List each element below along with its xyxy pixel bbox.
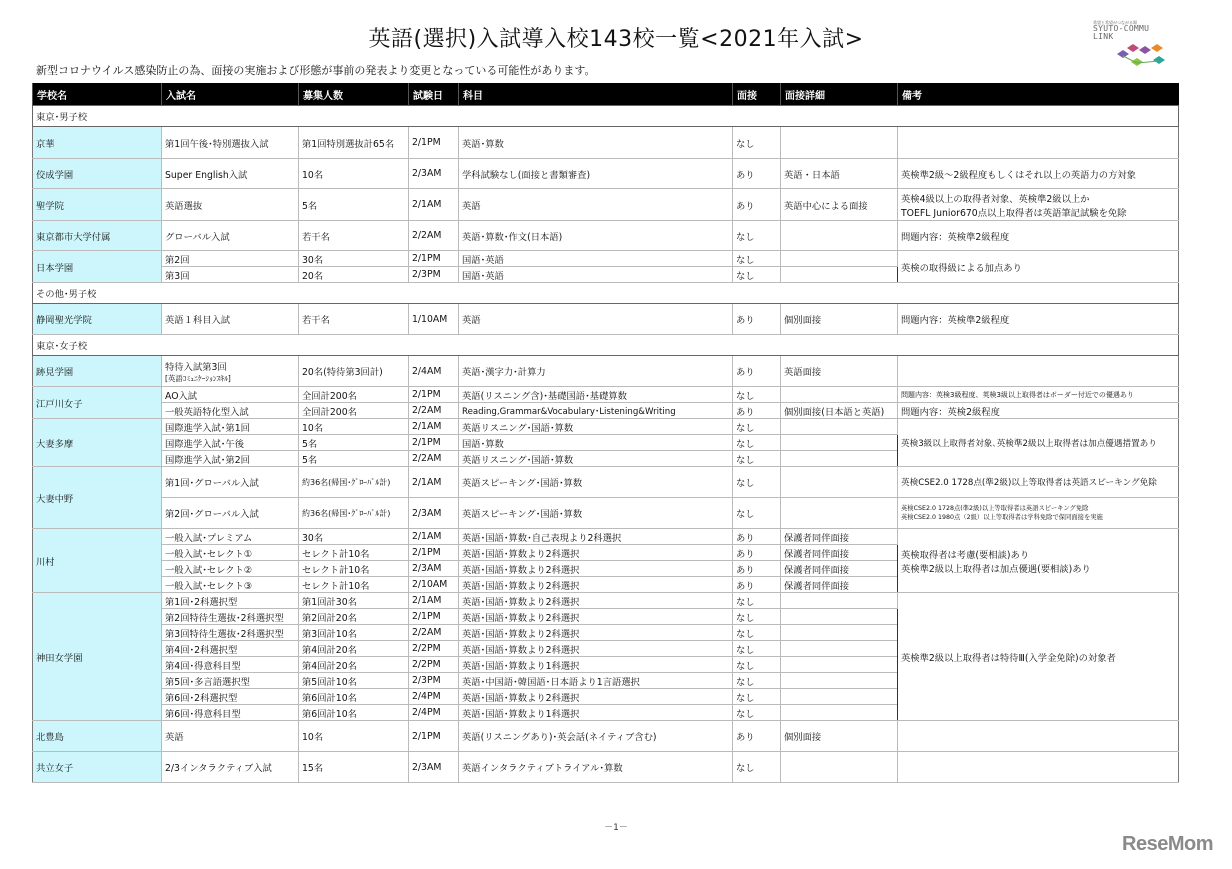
table-row — [33, 593, 1179, 609]
interview-detail — [781, 251, 898, 267]
table-row — [33, 304, 1179, 335]
subjects: 英語スピーキング･国語･算数 — [459, 467, 733, 498]
exam-date: 2/1AM — [409, 593, 459, 609]
exam-date: 2/1PM — [409, 127, 459, 159]
col-header-subjects: 科目 — [459, 83, 733, 106]
school-name: 静岡聖光学院 — [33, 304, 162, 335]
interview-detail — [781, 467, 898, 498]
col-header-exam: 入試名 — [162, 83, 299, 106]
exam-date: 2/2AM — [409, 451, 459, 467]
exam-name: 第6回･2科選択型 — [162, 689, 299, 705]
capacity: 全回計200名 — [299, 403, 409, 419]
logo-name-line1: SYUTO-COMMU — [1093, 24, 1150, 33]
capacity: 15名 — [299, 752, 409, 783]
interview: なし — [733, 593, 781, 609]
interview: あり — [733, 304, 781, 335]
table-row — [33, 387, 1179, 403]
exam-name: 英語 — [162, 721, 299, 752]
exam-name-line: 特待入試第3回 — [165, 361, 227, 373]
interview-detail — [781, 419, 898, 435]
exam-date: 2/1AM — [409, 419, 459, 435]
exam-name: 国際進学入試･第1回 — [162, 419, 299, 435]
logo-name-line2: LINK — [1093, 32, 1114, 41]
exam-name: グローバル入試 — [162, 221, 299, 251]
interview-detail — [781, 435, 898, 451]
subjects: 国語･英語 — [459, 251, 733, 267]
interview-detail: 個別面接(日本語と英語) — [781, 403, 898, 419]
subjects: 英語･中国語･韓国語･日本語より1言語選択 — [459, 673, 733, 689]
table-row — [33, 529, 1179, 545]
schools-table — [32, 83, 1179, 783]
exam-name: 第3回 — [162, 267, 299, 283]
interview: なし — [733, 251, 781, 267]
interview-detail: 保護者同伴面接 — [781, 561, 898, 577]
col-header-interview: 面接 — [733, 83, 781, 106]
exam-date: 2/1PM — [409, 251, 459, 267]
capacity: セレクト計10名 — [299, 561, 409, 577]
logo-cubes-icon — [1113, 42, 1169, 70]
interview: なし — [733, 435, 781, 451]
subjects: 英語(リスニング含)･基礎国語･基礎算数 — [459, 387, 733, 403]
capacity: 第4回計20名 — [299, 641, 409, 657]
interview-detail — [781, 705, 898, 721]
exam-name: 第4回･2科選択型 — [162, 641, 299, 657]
subjects: 英語･算数 — [459, 127, 733, 159]
capacity: 第6回計10名 — [299, 705, 409, 721]
exam-date: 2/1PM — [409, 387, 459, 403]
capacity: 5名 — [299, 451, 409, 467]
exam-name: 一般入試･セレクト③ — [162, 577, 299, 593]
note: 英検準2級以上取得者は特待Ⅲ(入学金免除)の対象者 — [898, 593, 1179, 721]
interview: なし — [733, 419, 781, 435]
document-title: 英語(選択)入試導入校143校一覧<2021年入試> — [368, 27, 864, 52]
group-row — [33, 106, 1179, 127]
note-line: TOEFL Junior670点以上取得者は英語筆記試験を免除 — [901, 207, 1127, 219]
capacity: 5名 — [299, 435, 409, 451]
capacity: 第4回計20名 — [299, 657, 409, 673]
school-name: 神田女学園 — [33, 593, 162, 721]
table-row — [33, 221, 1179, 251]
interview: なし — [733, 705, 781, 721]
exam-name: 一般入試･セレクト② — [162, 561, 299, 577]
interview: なし — [733, 752, 781, 783]
note — [898, 752, 1179, 783]
subjects: 英語･漢字力･計算力 — [459, 356, 733, 387]
interview-detail: 英語中心による面接 — [781, 189, 898, 221]
exam-name: 第2回 — [162, 251, 299, 267]
school-name: 東京都市大学付属 — [33, 221, 162, 251]
interview-detail: 保護者同伴面接 — [781, 529, 898, 545]
interview-detail — [781, 387, 898, 403]
interview: なし — [733, 221, 781, 251]
interview-detail — [781, 127, 898, 159]
interview-detail — [781, 221, 898, 251]
exam-date: 2/1PM — [409, 435, 459, 451]
exam-date: 2/3AM — [409, 498, 459, 529]
subjects: 英語･算数･作文(日本語) — [459, 221, 733, 251]
subjects: 英語･国語･算数･自己表現より2科選択 — [459, 529, 733, 545]
note: 問題内容：英検準2級程度 — [898, 221, 1179, 251]
interview: なし — [733, 127, 781, 159]
exam-name: 2/3インタラクティブ入試 — [162, 752, 299, 783]
exam-date: 2/2PM — [409, 657, 459, 673]
capacity: 20名(特待第3回計) — [299, 356, 409, 387]
interview-detail: 英語・日本語 — [781, 159, 898, 189]
interview-detail — [781, 593, 898, 609]
interview: あり — [733, 356, 781, 387]
note: 英検準2級～2級程度もしくはそれ以上の英語力の方対象 — [898, 159, 1179, 189]
exam-date: 2/1AM — [409, 189, 459, 221]
note: 問題内容：英検2級程度 — [898, 403, 1179, 419]
note: 問題内容：英検3級程度、英検3級以上取得者はボーダー付近での優遇あり — [898, 387, 1179, 403]
group-label: 東京･女子校 — [33, 335, 1179, 356]
col-header-capacity: 募集人数 — [299, 83, 409, 106]
capacity: 30名 — [299, 251, 409, 267]
capacity: 20名 — [299, 267, 409, 283]
interview: なし — [733, 689, 781, 705]
table-row — [33, 467, 1179, 498]
capacity: 全回計200名 — [299, 387, 409, 403]
table-row — [33, 721, 1179, 752]
exam-name: 第5回･多言語選択型 — [162, 673, 299, 689]
exam-name: 一般英語特化型入試 — [162, 403, 299, 419]
subjects: 英語 — [459, 304, 733, 335]
table-row — [33, 159, 1179, 189]
subjects: 英語･国語･算数より2科選択 — [459, 689, 733, 705]
exam-date: 2/1AM — [409, 467, 459, 498]
school-name: 江戸川女子 — [33, 387, 162, 419]
capacity: 第6回計10名 — [299, 689, 409, 705]
note: 英検の取得級による加点あり — [898, 251, 1179, 283]
interview-detail — [781, 609, 898, 625]
capacity: セレクト計10名 — [299, 545, 409, 561]
col-header-school: 学校名 — [33, 83, 162, 106]
exam-date: 2/4AM — [409, 356, 459, 387]
exam-date: 2/2AM — [409, 221, 459, 251]
capacity: 約36名(帰国･ｸﾞﾛｰﾊﾞﾙ計) — [299, 467, 409, 498]
note — [898, 356, 1179, 387]
exam-date: 2/1AM — [409, 529, 459, 545]
exam-date: 2/3PM — [409, 267, 459, 283]
school-name: 北豊島 — [33, 721, 162, 752]
interview-detail — [781, 752, 898, 783]
interview: あり — [733, 545, 781, 561]
exam-name: 英語１科目入試 — [162, 304, 299, 335]
exam-name — [162, 356, 299, 387]
page-number: －1－ — [604, 823, 628, 833]
interview-detail — [781, 673, 898, 689]
logo-tagline: 希望と希望がつながる場 — [1093, 20, 1137, 25]
note-line: 英検4級以上の取得者対象、英検準2級以上か — [901, 193, 1090, 205]
subjects: 英語･国語･算数より2科選択 — [459, 593, 733, 609]
interview: なし — [733, 467, 781, 498]
exam-name-line: [英語ｺﾐｭﾆｹｰｼｮﾝｽｷﾙ] — [165, 373, 231, 383]
note — [898, 127, 1179, 159]
capacity: 5名 — [299, 189, 409, 221]
resemom-logo: ReseMom — [1122, 833, 1213, 855]
subjects: 学科試験なし(面接と書類審査) — [459, 159, 733, 189]
subjects: 英語(リスニングあり)･英会話(ネイティブ含む) — [459, 721, 733, 752]
table-row — [33, 498, 1179, 529]
subjects: 英語リスニング･国語･算数 — [459, 419, 733, 435]
note: 英検3級以上取得者対象､英検準2級以上取得者は加点優遇措置あり — [898, 419, 1179, 467]
note: 英検CSE2.0 1728点(準2級)以上等取得者は英語スピーキング免除 — [898, 467, 1179, 498]
exam-name: 第1回午後･特別選抜入試 — [162, 127, 299, 159]
interview: あり — [733, 189, 781, 221]
exam-date: 2/4PM — [409, 689, 459, 705]
interview: あり — [733, 403, 781, 419]
interview-detail — [781, 657, 898, 673]
interview: あり — [733, 159, 781, 189]
interview: なし — [733, 267, 781, 283]
capacity: 30名 — [299, 529, 409, 545]
table-row — [33, 189, 1179, 221]
school-name: 日本学園 — [33, 251, 162, 283]
table-row — [33, 419, 1179, 435]
covid-notice: 新型コロナウイルス感染防止の為、面接の実施および形態が事前の発表より変更となっている可能性があります。 — [36, 64, 596, 77]
interview-detail — [781, 641, 898, 657]
exam-date: 2/2PM — [409, 641, 459, 657]
subjects: 英語インタラクティブトライアル･算数 — [459, 752, 733, 783]
capacity: 第1回計30名 — [299, 593, 409, 609]
interview-detail: 保護者同伴面接 — [781, 545, 898, 561]
interview-detail — [781, 689, 898, 705]
capacity: 10名 — [299, 419, 409, 435]
exam-date: 2/3AM — [409, 561, 459, 577]
interview-detail: 個別面接 — [781, 721, 898, 752]
capacity: 若干名 — [299, 221, 409, 251]
subjects: 英語･国語･算数より2科選択 — [459, 641, 733, 657]
interview-detail: 個別面接 — [781, 304, 898, 335]
subjects: 英語･国語･算数より2科選択 — [459, 577, 733, 593]
exam-name: 英語選抜 — [162, 189, 299, 221]
school-name: 跡見学園 — [33, 356, 162, 387]
table-row — [33, 752, 1179, 783]
subjects: 英語･国語･算数より2科選択 — [459, 545, 733, 561]
exam-name: 国際進学入試･第2回 — [162, 451, 299, 467]
note: 問題内容：英検準2級程度 — [898, 304, 1179, 335]
exam-name: 第4回･得意科目型 — [162, 657, 299, 673]
group-label: 東京･男子校 — [33, 106, 1179, 127]
exam-name: 一般入試･プレミアム — [162, 529, 299, 545]
subjects: 国語･算数 — [459, 435, 733, 451]
subjects: 英語･国語･算数より2科選択 — [459, 609, 733, 625]
capacity: 若干名 — [299, 304, 409, 335]
exam-date: 2/1PM — [409, 545, 459, 561]
interview-detail — [781, 267, 898, 283]
table-row — [33, 356, 1179, 387]
exam-name: 第3回特待生選抜･2科選択型 — [162, 625, 299, 641]
col-header-interview-detail: 面接詳細 — [781, 83, 898, 106]
exam-date: 2/2AM — [409, 625, 459, 641]
school-name: 京華 — [33, 127, 162, 159]
group-label: その他･男子校 — [33, 283, 1179, 304]
note — [898, 721, 1179, 752]
school-name: 川村 — [33, 529, 162, 593]
subjects: Reading,Grammar&Vocabulary･Listening&Writing — [459, 403, 733, 419]
subjects: 英語･国語･算数より1科選択 — [459, 705, 733, 721]
subjects: 英語･国語･算数より1科選択 — [459, 657, 733, 673]
syuto-commu-link-logo — [1093, 20, 1173, 72]
exam-date: 2/1PM — [409, 609, 459, 625]
note — [898, 529, 1179, 593]
exam-date: 2/3PM — [409, 673, 459, 689]
school-name: 共立女子 — [33, 752, 162, 783]
table-row — [33, 251, 1179, 267]
subjects: 英語 — [459, 189, 733, 221]
interview: なし — [733, 641, 781, 657]
col-header-notes: 備考 — [898, 83, 1179, 106]
capacity: セレクト計10名 — [299, 577, 409, 593]
note-line: 英検準2級以上取得者は加点優遇(要相談)あり — [901, 563, 1091, 575]
exam-name: 第2回特待生選抜･2科選択型 — [162, 609, 299, 625]
interview-detail — [781, 625, 898, 641]
exam-date: 1/10AM — [409, 304, 459, 335]
note — [898, 189, 1179, 221]
subjects: 英語リスニング･国語･算数 — [459, 451, 733, 467]
school-name: 大妻多摩 — [33, 419, 162, 467]
group-row — [33, 283, 1179, 304]
exam-date: 2/3AM — [409, 159, 459, 189]
capacity: 第5回計10名 — [299, 673, 409, 689]
col-header-date: 試験日 — [409, 83, 459, 106]
table-row — [33, 403, 1179, 419]
interview: なし — [733, 498, 781, 529]
exam-name: 一般入試･セレクト① — [162, 545, 299, 561]
interview: なし — [733, 451, 781, 467]
subjects: 英語･国語･算数より2科選択 — [459, 625, 733, 641]
subjects: 英語･国語･算数より2科選択 — [459, 561, 733, 577]
exam-date: 2/2AM — [409, 403, 459, 419]
interview: なし — [733, 673, 781, 689]
interview: あり — [733, 577, 781, 593]
interview: あり — [733, 721, 781, 752]
exam-name: 第2回･グローバル入試 — [162, 498, 299, 529]
interview: なし — [733, 387, 781, 403]
interview: なし — [733, 657, 781, 673]
school-name: 聖学院 — [33, 189, 162, 221]
table-header-row — [33, 83, 1179, 106]
note-line: 英検CSE2.0 1728点(準2級)以上等取得者は英語スピーキング免除 — [901, 505, 1089, 512]
table-row — [33, 127, 1179, 159]
interview: なし — [733, 625, 781, 641]
exam-name: Super English入試 — [162, 159, 299, 189]
exam-name: 第1回･2科選択型 — [162, 593, 299, 609]
interview-detail — [781, 451, 898, 467]
capacity: 10名 — [299, 159, 409, 189]
school-name: 大妻中野 — [33, 467, 162, 529]
capacity: 10名 — [299, 721, 409, 752]
note — [898, 498, 1179, 529]
capacity: 約36名(帰国･ｸﾞﾛｰﾊﾞﾙ計) — [299, 498, 409, 529]
subjects: 国語･英語 — [459, 267, 733, 283]
exam-name: 第6回･得意科目型 — [162, 705, 299, 721]
interview-detail: 保護者同伴面接 — [781, 577, 898, 593]
capacity: 第3回計10名 — [299, 625, 409, 641]
exam-name: 国際進学入試･午後 — [162, 435, 299, 451]
interview-detail — [781, 498, 898, 529]
exam-date: 2/3AM — [409, 752, 459, 783]
exam-date: 2/1PM — [409, 721, 459, 752]
exam-date: 2/4PM — [409, 705, 459, 721]
note-line: 英検CSE2.0 1980点（2級）以上等取得者は学科免除で保同面接を実施 — [901, 514, 1103, 521]
capacity: 第1回特別選抜計65名 — [299, 127, 409, 159]
capacity: 第2回計20名 — [299, 609, 409, 625]
group-row — [33, 335, 1179, 356]
interview-detail: 英語面接 — [781, 356, 898, 387]
note-line: 英検取得者は考慮(要相談)あり — [901, 549, 1030, 561]
subjects: 英語スピーキング･国語･算数 — [459, 498, 733, 529]
exam-name: 第1回･グローバル入試 — [162, 467, 299, 498]
interview: なし — [733, 609, 781, 625]
interview: あり — [733, 529, 781, 545]
interview: あり — [733, 561, 781, 577]
exam-name: AO入試 — [162, 387, 299, 403]
school-name: 佼成学園 — [33, 159, 162, 189]
exam-date: 2/10AM — [409, 577, 459, 593]
